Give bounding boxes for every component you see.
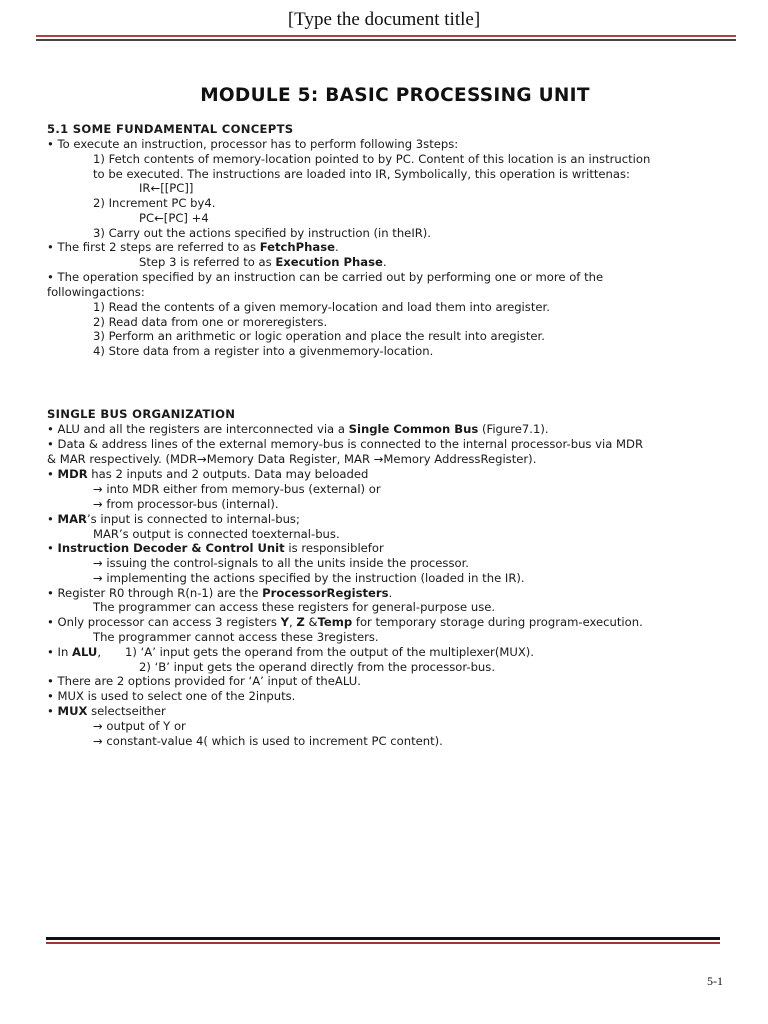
step3: 3) Carry out the actions specified by instruction (in theIR).: [93, 226, 431, 240]
inalu-comma: ,: [97, 645, 102, 659]
page-number: 5-1: [707, 974, 723, 988]
header-rule-black: [36, 39, 736, 41]
mdr-input-memory: → into MDR either from memory-bus (external) or: [93, 482, 381, 496]
mux-bullet: •: [47, 704, 58, 718]
idcu-implementing: → implementing the actions specified by the instruction (loaded in the IR).: [93, 571, 525, 585]
header-rule-red: [36, 35, 736, 37]
fetch-phase-pre: • The first 2 steps are referred to as: [47, 240, 260, 254]
mux-post: selectseither: [87, 704, 166, 718]
bullet-only-processor: [47, 615, 643, 630]
bullet-alu-common-bus: [47, 422, 549, 437]
execution-phase-line: [139, 255, 387, 270]
fetch-phase-post: .: [335, 240, 339, 254]
inalu-pre: • In: [47, 645, 72, 659]
only-processor-note: The programmer cannot access these 3registers.: [93, 630, 379, 644]
section-heading-single-bus: SINGLE BUS ORGANIZATION: [47, 407, 236, 421]
processor-registers-term: ProcessorRegisters: [262, 586, 389, 600]
header-title: [Type the document title]: [287, 9, 481, 30]
mux-option-y: → output of Y or: [93, 719, 186, 733]
step1-expression: IR←[[PC]]: [139, 181, 194, 195]
bullet-data-address-b: & MAR respectively. (MDR→Memory Data Register, MAR →Memory AddressRegister).: [47, 452, 537, 466]
section-heading-fundamental: 5.1 SOME FUNDAMENTAL CONCEPTS: [47, 122, 294, 136]
step2: 2) Increment PC by4.: [93, 196, 216, 210]
register-temp: Temp: [317, 615, 353, 629]
mdr-post: has 2 inputs and 2 outputs. Data may beloaded: [87, 467, 369, 481]
bullet-mdr: [47, 467, 368, 482]
action-4: 4) Store data from a register into a givenmemory-location.: [93, 344, 434, 358]
bullet-two-options: • There are 2 options provided for ‘A’ input of theALU.: [47, 674, 361, 688]
only-sep: ,: [289, 615, 297, 629]
idcu-term: Instruction Decoder & Control Unit: [57, 541, 285, 555]
mdr-term: MDR: [57, 467, 88, 481]
action-3: 3) Perform an arithmetic or logic operation and place the result into aregister.: [93, 329, 545, 343]
execution-phase-post: .: [382, 255, 387, 269]
only-pre: • Only processor can access 3 registers: [47, 615, 281, 629]
bullet-execute-intro: • To execute an instruction, processor has to perform following 3steps:: [47, 137, 459, 151]
alu-post: (Figure7.1).: [478, 422, 549, 436]
alu-pre: • ALU and all the registers are interconnected via a: [47, 422, 349, 436]
step1-line-a: 1) Fetch contents of memory-location pointed to by PC. Content of this location is an instruction: [93, 152, 651, 166]
mar-output: MAR’s output is connected toexternal-bus.: [93, 527, 340, 541]
bullet-mux-selects: [47, 704, 166, 719]
idcu-post: is responsiblefor: [284, 541, 384, 555]
alu-input-b: 2) ‘B’ input gets the operand directly from the processor-bus.: [139, 660, 496, 674]
register-y: Y: [280, 615, 290, 629]
alu-input-a: 1) ‘A’ input gets the operand from the output of the multiplexer(MUX).: [125, 645, 534, 659]
module-title: MODULE 5: BASIC PROCESSING UNIT: [200, 85, 590, 106]
only-post: for temporary storage during program-execution.: [352, 615, 643, 629]
single-common-bus-term: Single Common Bus: [348, 422, 479, 436]
bullet-operation-line-a: • The operation specified by an instruction can be carried out by performing one or more of the: [47, 270, 604, 284]
register-z: Z: [296, 615, 305, 629]
bullet-mar: [47, 512, 300, 527]
mdr-bullet: •: [47, 467, 58, 481]
fetch-phase-term: FetchPhase: [259, 240, 336, 254]
bullet-processor-registers: [47, 586, 392, 601]
mux-term: MUX: [57, 704, 88, 718]
idcu-bullet: •: [47, 541, 58, 555]
bullet-data-address-a: • Data & address lines of the external memory-bus is connected to the internal processor-bus via MDR: [47, 437, 644, 451]
mux-option-constant: → constant-value 4( which is used to increment PC content).: [93, 734, 443, 748]
reg-post: .: [388, 586, 393, 600]
idcu-issuing: → issuing the control-signals to all the units inside the processor.: [93, 556, 469, 570]
registers-note: The programmer can access these registers for general-purpose use.: [93, 600, 496, 614]
bullet-in-alu: [47, 645, 101, 660]
mdr-input-processor: → from processor-bus (internal).: [93, 497, 279, 511]
only-amp: &: [304, 615, 318, 629]
step1-line-b: to be executed. The instructions are loaded into IR, Symbolically, this operation is writtenas:: [93, 167, 630, 181]
mar-term: MAR: [57, 512, 87, 526]
reg-pre: • Register R0 through R(n-1) are the: [47, 586, 263, 600]
alu-term: ALU: [71, 645, 98, 659]
action-1: 1) Read the contents of a given memory-location and load them into aregister.: [93, 300, 550, 314]
bullet-operation-line-b: followingactions:: [47, 285, 145, 299]
bullet-decoder-control: [47, 541, 384, 556]
bullet-fetch-phase: [47, 240, 339, 255]
execution-phase-pre: Step 3 is referred to as: [139, 255, 276, 269]
action-2: 2) Read data from one or moreregisters.: [93, 315, 328, 329]
bullet-mux-used: • MUX is used to select one of the 2inputs.: [47, 689, 296, 703]
step2-expression: PC←[PC] +4: [139, 211, 209, 225]
execution-phase-term: Execution Phase: [275, 255, 383, 269]
mar-bullet: •: [47, 512, 58, 526]
mar-post: ’s input is connected to internal-bus;: [86, 512, 300, 526]
footer-rule-black: [46, 937, 720, 940]
footer-rule-red: [46, 942, 720, 944]
